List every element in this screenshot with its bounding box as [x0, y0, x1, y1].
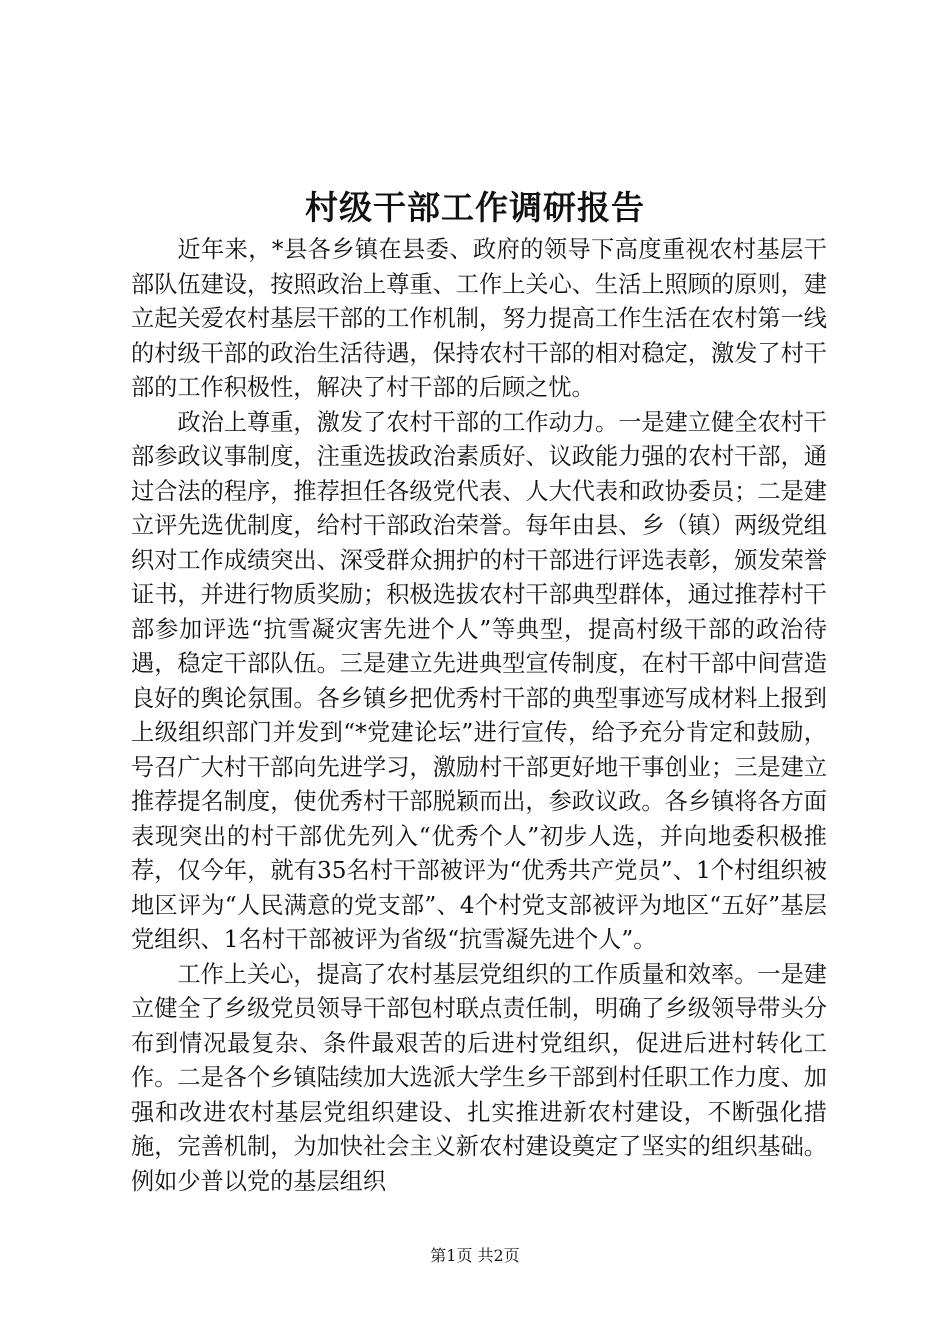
document-body	[131, 233, 827, 1199]
paragraph-work: 工作上关心，提高了农村基层党组织的工作质量和效率。一是建立健全了乡级党员领导干部包村联点责任制，明确了乡级领导带头分布到情况最复杂、条件最艰苦的后进村党组织，促进后进村转化工作。二是各个乡镇陆续加大选派大学生乡干部到村任职工作力度、加强和改进农村基层党组织建设、扎实推进新农村建设，不断强化措施，完善机制，为加快社会主义新农村建设奠定了坚实的组织基础。例如少普以党的基层组织	[131, 960, 827, 1195]
paragraph-political: 政治上尊重，激发了农村干部的工作动力。一是建立健全农村干部参政议事制度，注重选拔政治素质好、议政能力强的农村干部，通过合法的程序，推荐担任各级党代表、人大代表和政协委员；二是建立评先选优制度，给村干部政治荣誉。每年由县、乡（镇）两级党组织对工作成绩突出、深受群众拥护的村干部进行评选表彰，颁发荣誉证书，并进行物质奖励；积极选拔农村干部典型群体，通过推荐村干部参加评选“抗雪凝灾害先进个人”等典型，提高村级干部的政治待遇，稳定干部队伍。三是建立先进典型宣传制度，在村干部中间营造良好的舆论氛围。各乡镇乡把优秀村干部的典型事迹写成材料上报到上级组织部门并发到“*党建论坛”进行宣传，给予充分肯定和鼓励，号召广大村干部向先进学习，激励村干部更好地干事创业；三是建立推荐提名制度，使优秀村干部脱颖而出，参政议政。各乡镇将各方面表现突出的村干部优先列入“优秀个人”初步人选，并向地委积极推荐，仅今年，就有35名村干部被评为“优秀共产党员”、1个村组织被地区评为“人民满意的党支部”、4个村党支部被评为地区“五好”基层党组织、1名村干部被评为省级“抗雪凝先进个人”。	[131, 408, 827, 953]
document-title: 村级干部工作调研报告	[305, 188, 645, 227]
page-footer: 第1页 共2页	[430, 1246, 520, 1265]
paragraph-intro: 近年来，*县各乡镇在县委、政府的领导下高度重视农村基层干部队伍建设，按照政治上尊重、工作上关心、生活上照顾的原则，建立起关爱农村基层干部的工作机制，努力提高工作生活在农村第一线的村级干部的政治生活待遇，保持农村干部的相对稳定，激发了村干部的工作积极性，解决了村干部的后顾之忧。	[131, 236, 827, 401]
